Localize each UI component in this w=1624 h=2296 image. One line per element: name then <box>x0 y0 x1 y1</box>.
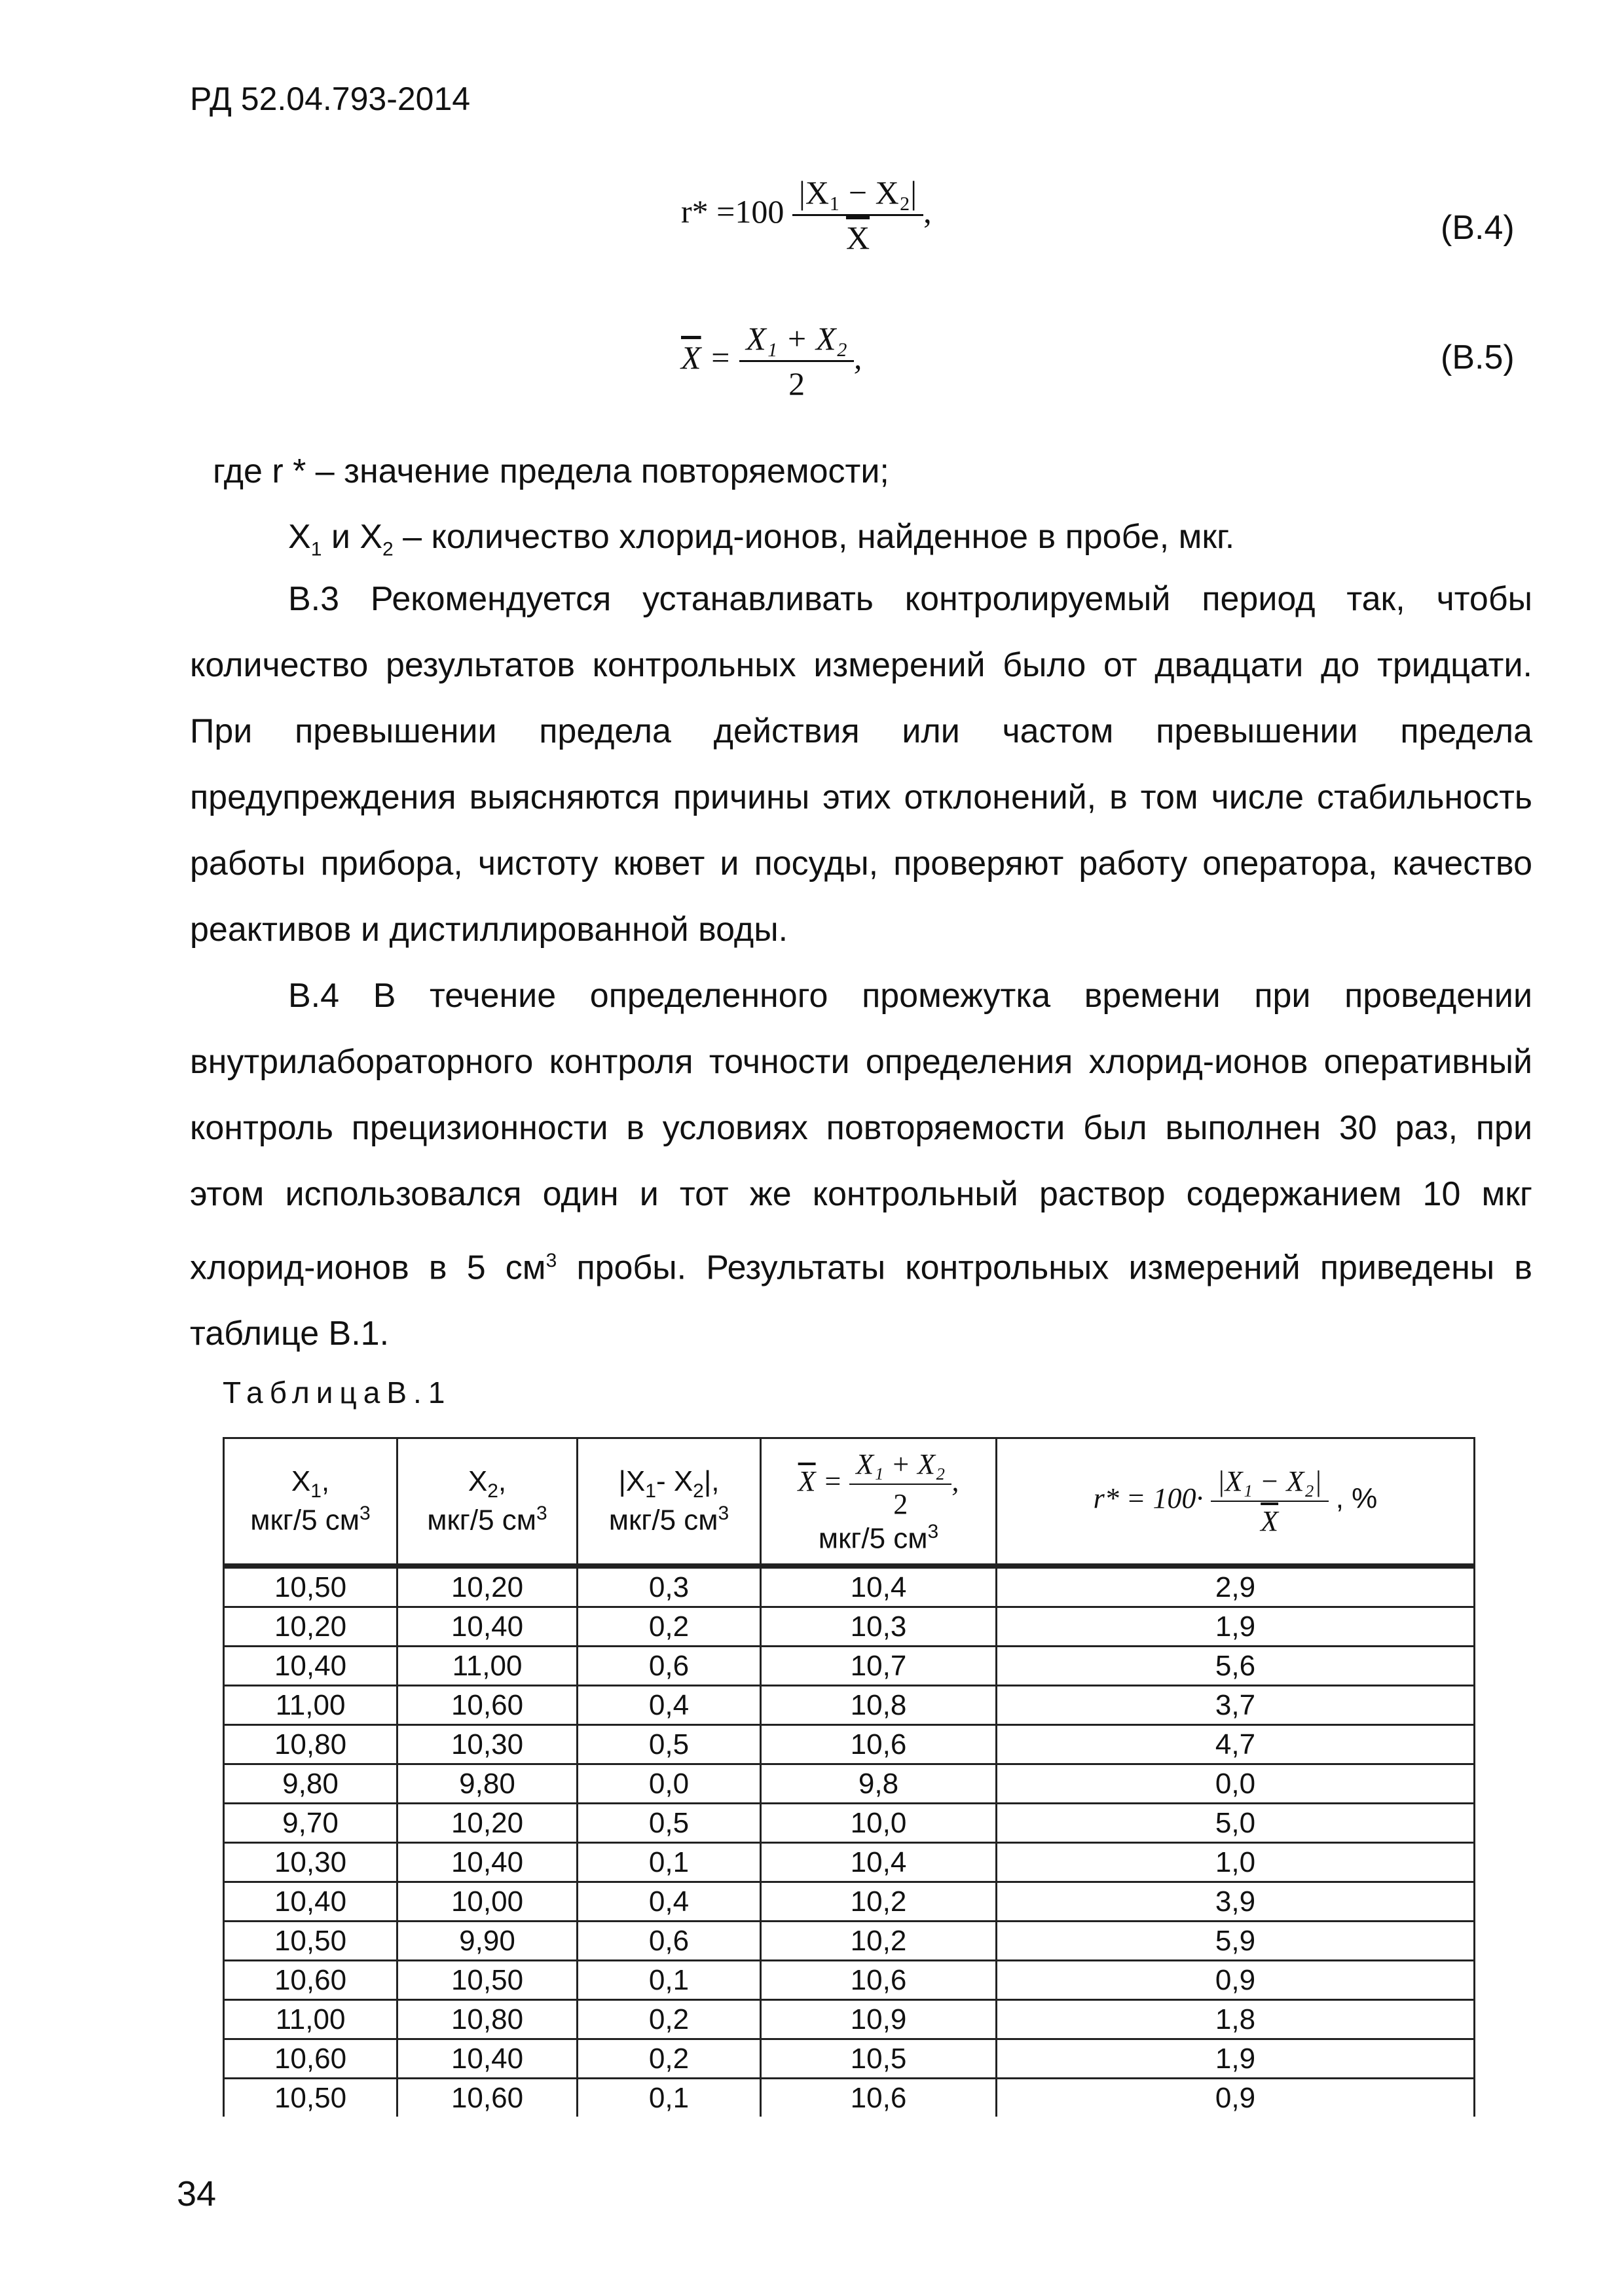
cell-repeatability: 1,9 <box>997 1607 1475 1647</box>
cm3-superscript: 3 <box>545 1250 557 1271</box>
cell-x2: 10,20 <box>397 1566 578 1607</box>
header-x1: $X_1$, мкг/5 $см^3$ <box>224 1438 397 1567</box>
cell-x1: 10,50 <box>224 1566 397 1607</box>
cell-repeatability: 1,9 <box>997 2039 1475 2079</box>
table-row <box>224 2000 1475 2039</box>
cell-repeatability: 1,0 <box>997 1843 1475 1882</box>
cell-repeatability: 3,7 <box>997 1686 1475 1725</box>
table-row <box>224 1607 1475 1647</box>
formula-b5-lhs: $\overline{X}$ <box>681 338 701 376</box>
paragraph-b4-text: В.4 В течение определенного промежутка времени при проведении внутрилабораторного контроля точности определения хлорид-ионов оперативный контроль прецизионности в условиях повторяемости был выполнен 30 раз, при этом использовался один и тот же контрольный раствор содержанием 10 мкг хлорид-ионов в 5 см <box>190 977 1532 1287</box>
body-text <box>190 566 1532 1367</box>
cell-repeatability: 5,9 <box>997 1922 1475 1961</box>
cell-mean: 9,8 <box>761 1764 997 1804</box>
cell-abs-diff: 0,2 <box>578 2039 761 2079</box>
cell-mean: 10,5 <box>761 2039 997 2079</box>
cell-abs-diff: 0,5 <box>578 1804 761 1843</box>
formula-b4-denominator: X <box>845 219 870 256</box>
table-row <box>224 1922 1475 1961</box>
cell-x2: 9,80 <box>397 1764 578 1804</box>
cell-x2: 10,20 <box>397 1804 578 1843</box>
equation-label-b4: (В.4) <box>1441 209 1515 247</box>
cell-x2: 10,30 <box>397 1725 578 1764</box>
cell-x1: 10,50 <box>224 2079 397 2117</box>
header-repeatability: r* = 100· $\frac{\text{|X₁ − X₂|}}{X}$ , % <box>997 1438 1475 1567</box>
cell-abs-diff: 0,1 <box>578 2079 761 2117</box>
cell-repeatability: 0,9 <box>997 2079 1475 2117</box>
where-line-1: где r * – значение предела повторяемости; <box>213 452 889 490</box>
formula-b4 <box>681 173 932 257</box>
formula-b5-denominator: 2 <box>788 365 805 402</box>
cell-x2: 10,40 <box>397 2039 578 2079</box>
cell-repeatability: 5,6 <box>997 1647 1475 1686</box>
cell-x2: 10,80 <box>397 2000 578 2039</box>
cell-abs-diff: 0,2 <box>578 1607 761 1647</box>
table-row <box>224 1961 1475 2000</box>
table-row <box>224 2079 1475 2117</box>
cell-abs-diff: 0,0 <box>578 1764 761 1804</box>
table-row <box>224 1764 1475 1804</box>
cell-x2: 10,40 <box>397 1843 578 1882</box>
cell-x1: 10,50 <box>224 1922 397 1961</box>
cell-abs-diff: 0,6 <box>578 1647 761 1686</box>
table-caption: ТаблицаВ.1 <box>223 1376 452 1410</box>
paragraph-b4-text-end: пробы. Результаты контрольных измерений приведены в таблице В.1. <box>190 1248 1532 1353</box>
table-row <box>224 2039 1475 2079</box>
table-row <box>224 1686 1475 1725</box>
cell-abs-diff: 0,3 <box>578 1566 761 1607</box>
cell-x2: 10,40 <box>397 1607 578 1647</box>
cell-mean: 10,2 <box>761 1882 997 1922</box>
cell-x1: 10,60 <box>224 1961 397 2000</box>
cell-mean: 10,6 <box>761 1725 997 1764</box>
cell-x2: 9,90 <box>397 1922 578 1961</box>
cell-repeatability: 5,0 <box>997 1804 1475 1843</box>
table-header-row <box>224 1438 1475 1567</box>
cell-repeatability: 1,8 <box>997 2000 1475 2039</box>
cell-abs-diff: 0,6 <box>578 1922 761 1961</box>
cell-abs-diff: 0,4 <box>578 1686 761 1725</box>
formula-b5-eq: = <box>709 338 731 376</box>
formula-b5-trail: , <box>853 338 862 376</box>
cell-mean: 10,9 <box>761 2000 997 2039</box>
cell-x1: 10,60 <box>224 2039 397 2079</box>
header-x2: $X_2$, мкг/5 $см^3$ <box>397 1438 578 1567</box>
page-number: 34 <box>177 2174 217 2214</box>
cell-repeatability: 0,0 <box>997 1764 1475 1804</box>
cell-repeatability: 3,9 <box>997 1882 1475 1922</box>
cell-x1: 9,70 <box>224 1804 397 1843</box>
cell-mean: 10,6 <box>761 2079 997 2117</box>
where-line-2-text: – количество хлорид-ионов, найденное в пробе, мкг. <box>393 518 1235 556</box>
table-body <box>224 1566 1475 2117</box>
cell-repeatability: 2,9 <box>997 1566 1475 1607</box>
header-abs-diff: $|X_1-$ $X_2|$, мкг/5 $см^3$ <box>578 1438 761 1567</box>
cell-abs-diff: 0,2 <box>578 2000 761 2039</box>
x2-symbol: и X <box>322 518 382 556</box>
cell-repeatability: 4,7 <box>997 1725 1475 1764</box>
cell-x1: 10,80 <box>224 1725 397 1764</box>
cell-abs-diff: 0,1 <box>578 1961 761 2000</box>
formula-b5-numerator: X₁ + X₂ <box>739 319 854 362</box>
cell-x1: 10,40 <box>224 1882 397 1922</box>
table-row <box>224 1725 1475 1764</box>
cell-mean: 10,3 <box>761 1607 997 1647</box>
cell-mean: 10,2 <box>761 1922 997 1961</box>
cell-x2: 10,50 <box>397 1961 578 2000</box>
document-code: РД 52.04.793-2014 <box>190 81 471 117</box>
formula-b4-eq: =100 <box>716 192 784 230</box>
cell-mean: 10,4 <box>761 1843 997 1882</box>
cell-x1: 11,00 <box>224 1686 397 1725</box>
cell-x1: 9,80 <box>224 1764 397 1804</box>
cell-x2: 10,60 <box>397 1686 578 1725</box>
cell-abs-diff: 0,1 <box>578 1843 761 1882</box>
formula-b5-fraction <box>739 319 854 403</box>
cell-mean: 10,7 <box>761 1647 997 1686</box>
cell-abs-diff: 0,4 <box>578 1882 761 1922</box>
x1-symbol: X <box>288 518 311 556</box>
table-row <box>224 1647 1475 1686</box>
formula-b4-fraction <box>792 173 923 257</box>
header-mean: $\overline{X}$ = $\frac{\text{X₁ + X₂}}{2}$ , мкг/5 $см^3$ <box>761 1438 997 1567</box>
cell-x2: 10,60 <box>397 2079 578 2117</box>
table-row <box>224 1882 1475 1922</box>
formula-b5 <box>681 319 862 403</box>
formula-b4-numerator: |X₁ − X₂| <box>792 173 923 216</box>
formula-b4-lhs: r* <box>681 192 709 230</box>
paragraph-b4 <box>190 963 1532 1367</box>
cell-repeatability: 0,9 <box>997 1961 1475 2000</box>
cell-x1: 10,20 <box>224 1607 397 1647</box>
cell-mean: 10,8 <box>761 1686 997 1725</box>
cell-x2: 10,00 <box>397 1882 578 1922</box>
cell-mean: 10,0 <box>761 1804 997 1843</box>
cell-x1: 10,30 <box>224 1843 397 1882</box>
cell-mean: 10,6 <box>761 1961 997 2000</box>
cell-mean: 10,4 <box>761 1566 997 1607</box>
cell-abs-diff: 0,5 <box>578 1725 761 1764</box>
results-table <box>223 1437 1475 2117</box>
cell-x1: 10,40 <box>224 1647 397 1686</box>
x2-subscript: 2 <box>382 538 394 560</box>
table-row <box>224 1804 1475 1843</box>
formula-b4-trail: , <box>923 192 932 230</box>
cell-x2: 11,00 <box>397 1647 578 1686</box>
table-row <box>224 1566 1475 1607</box>
table-row <box>224 1843 1475 1882</box>
x1-subscript: 1 <box>310 538 322 560</box>
cell-x1: 11,00 <box>224 2000 397 2039</box>
paragraph-b3: В.3 Рекомендуется устанавливать контролируемый период так, чтобы количество результатов контрольных измерений было от двадцати до тридцати. При превышении предела действия или частом превышении предела предупреждения выясняются причины этих отклонений, в том числе стабильность работы прибора, чистоту кювет и посуды, проверяют работу оператора, качество реактивов и дистиллированной воды. <box>190 580 1532 949</box>
equation-label-b5: (В.5) <box>1441 338 1515 376</box>
